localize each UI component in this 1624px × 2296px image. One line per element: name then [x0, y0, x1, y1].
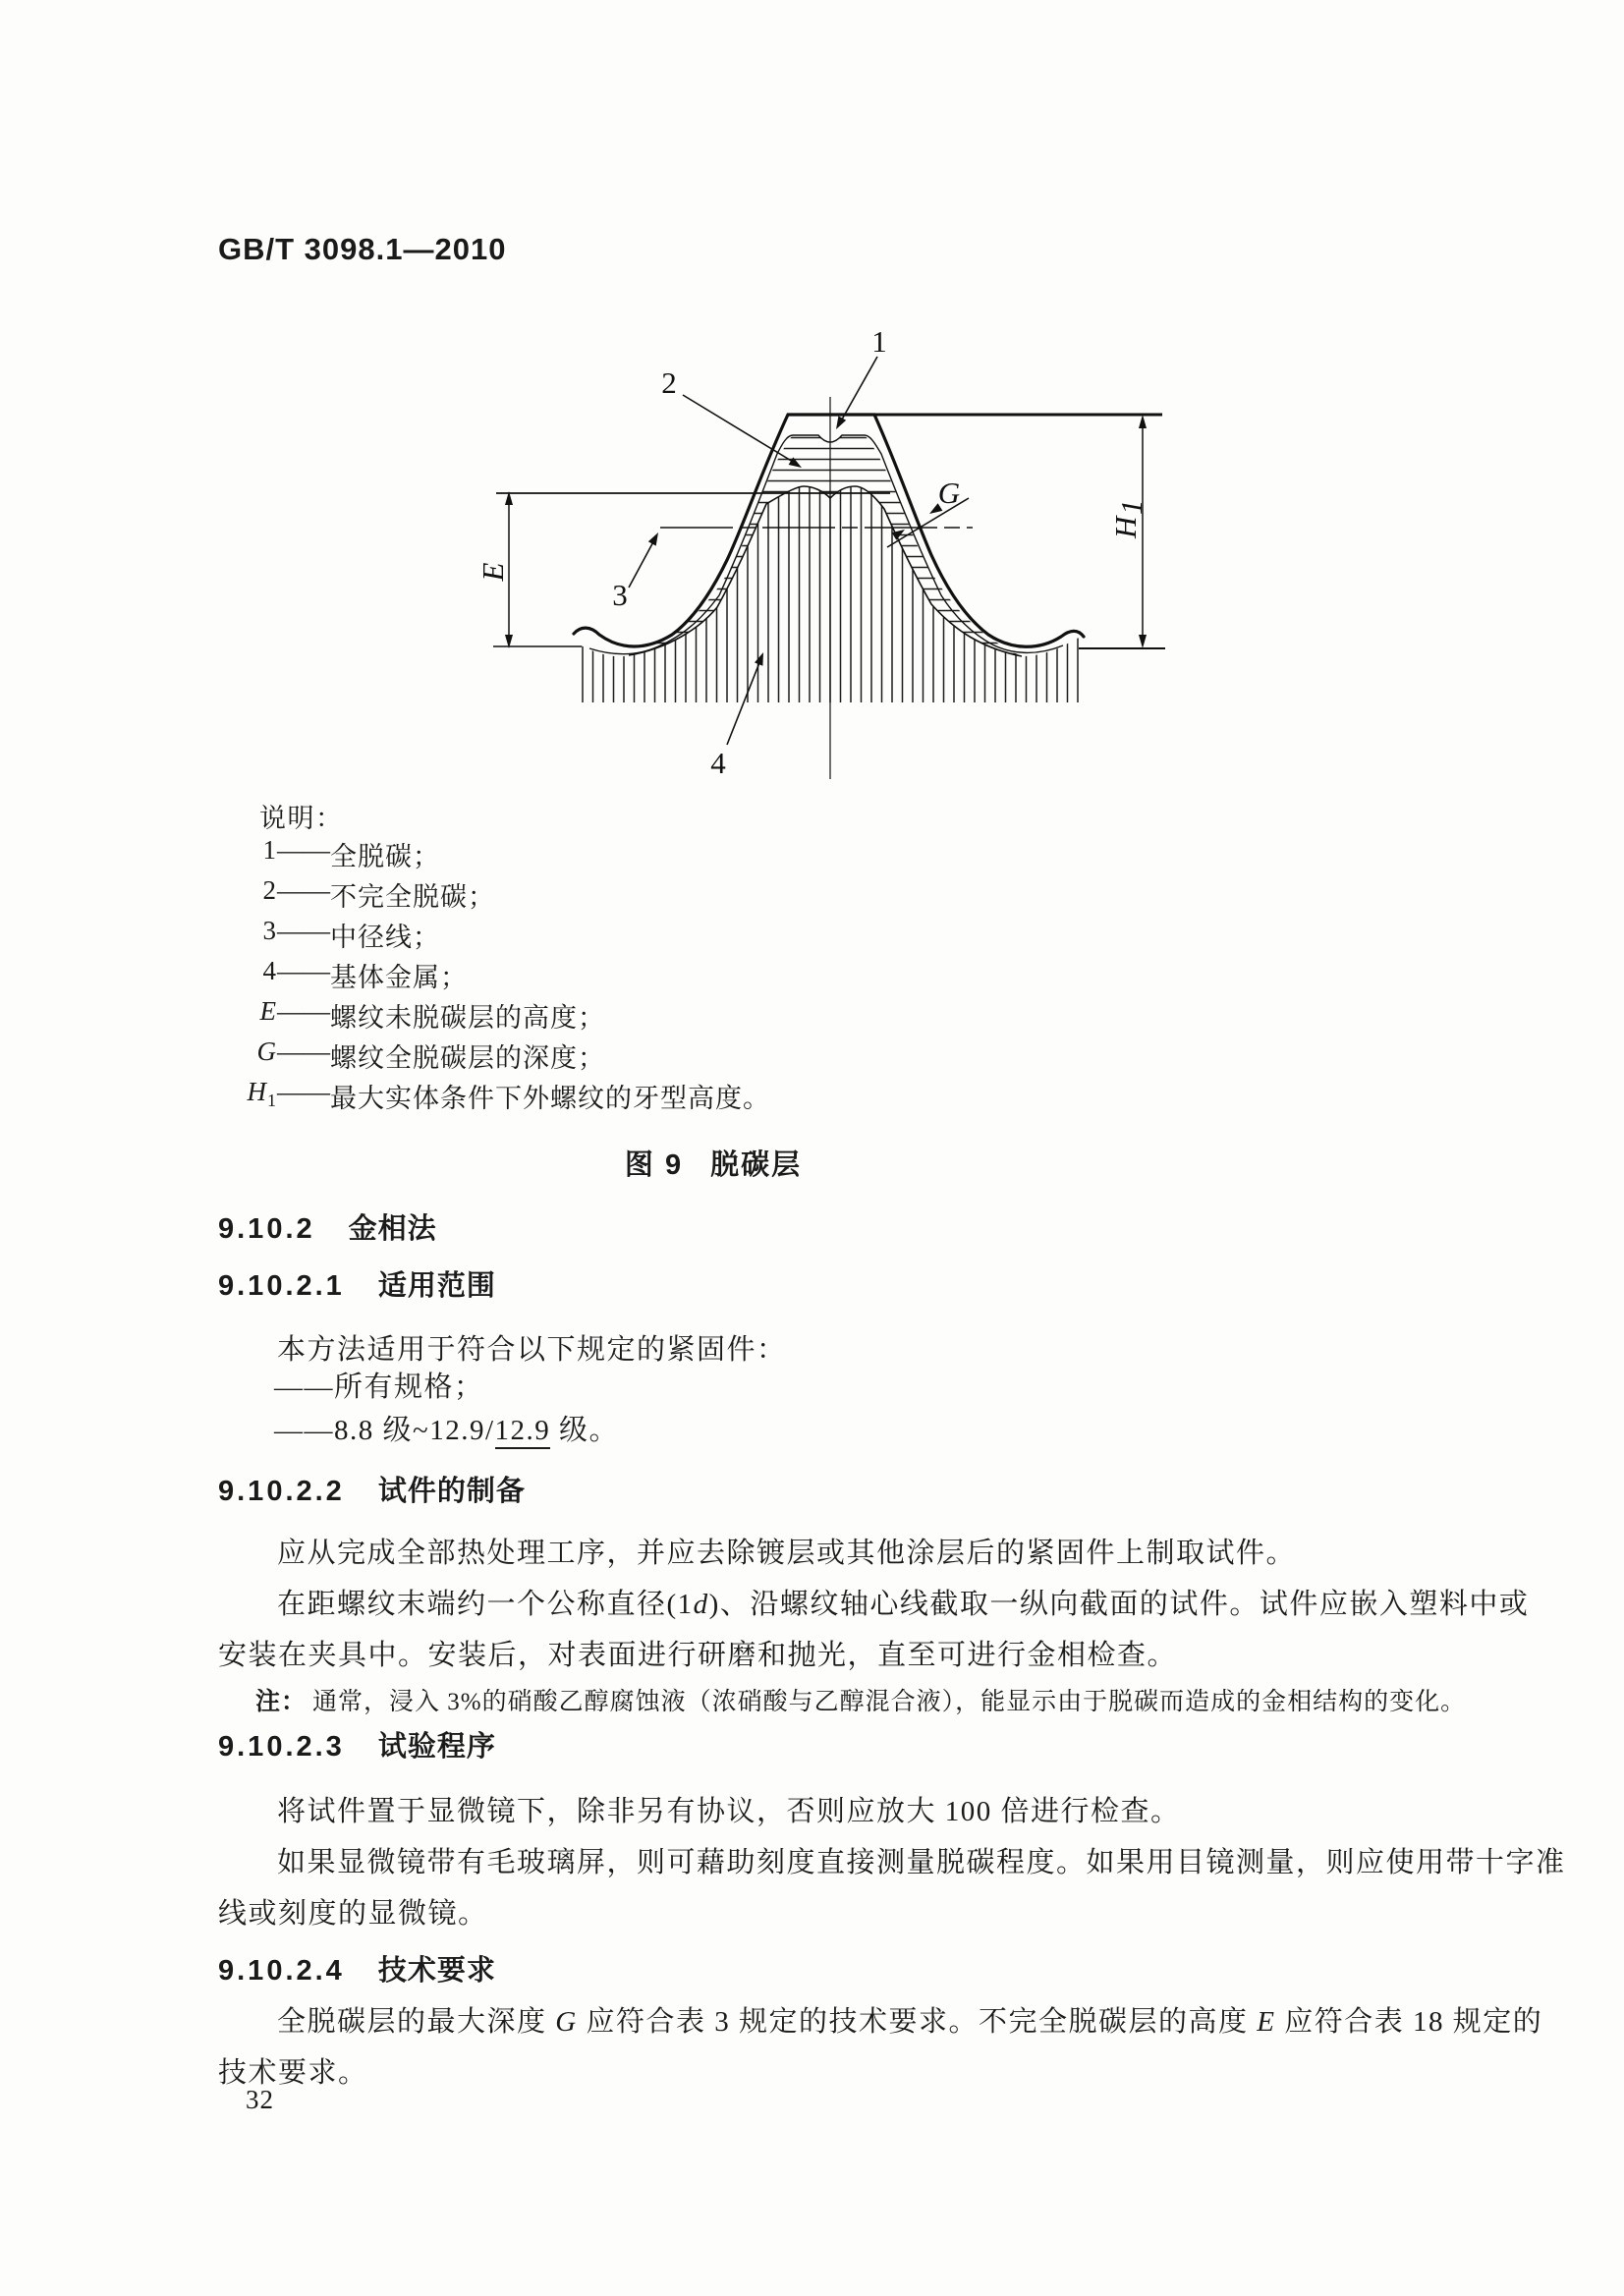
legend-description: 最大实体条件下外螺纹的牙型高度。: [330, 1084, 770, 1113]
svg-text:1: 1: [1114, 499, 1148, 515]
legend-item-1: [222, 835, 440, 874]
legend-term-symbol: G: [256, 1036, 277, 1066]
paragraph: 线或刻度的显微镜。: [218, 1898, 488, 1930]
legend-term-number: 2: [262, 875, 277, 905]
note-text: 通常，浸入 3%的硝酸乙醇腐蚀液（浓硝酸与乙醇混合液），能显示由于脱碳而造成的金相结构的变化。: [312, 1689, 1467, 1715]
paragraph-text: 应符合表 18 规定的: [1275, 2006, 1543, 2038]
paragraph: 技术要求。: [218, 2057, 368, 2089]
section-number: 9.10.2.3: [218, 1731, 345, 1763]
legend-item-2: [222, 875, 495, 915]
section-heading-9-10-2-2: [218, 1469, 526, 1509]
legend-heading: 说明：: [259, 804, 344, 833]
label-3: 3: [612, 578, 628, 612]
legend-term-subscript: 1: [267, 1091, 277, 1110]
e-dimension-label: [476, 562, 510, 582]
label-2: 2: [661, 365, 677, 400]
section-title: 金相法: [348, 1213, 437, 1245]
legend-description: 螺纹全脱碳层的深度；: [330, 1043, 605, 1073]
legend-description: 螺纹未脱碳层的高度；: [330, 1003, 605, 1033]
leader-line-3: [629, 536, 656, 588]
page-number: 32: [246, 2085, 274, 2114]
paragraph-text: 应符合表 3 规定的技术要求。不完全脱碳层的高度: [577, 2006, 1258, 2038]
legend-item-g: [222, 1036, 605, 1076]
legend-item-e: [222, 996, 605, 1036]
paragraph: 安装在夹具中。安装后，对表面进行研磨和抛光，直至可进行金相检查。: [218, 1640, 1178, 1671]
section-heading-9-10-2: [218, 1206, 437, 1247]
legend-description: 中径线；: [330, 923, 440, 952]
leader-arrow-1: [836, 416, 846, 429]
legend-term-symbol: H: [247, 1077, 267, 1106]
legend-description: 基体金属；: [330, 963, 468, 992]
section-title: 试件的制备: [377, 1476, 526, 1507]
paragraph: 将试件置于显微镜下，除非另有协议，否则应放大 100 倍进行检查。: [277, 1796, 1181, 1827]
legend-dash: ——: [277, 1077, 330, 1106]
legend-dash: ——: [277, 875, 330, 905]
section-number: 9.10.2.2: [218, 1476, 345, 1507]
section-number: 9.10.2.1: [218, 1270, 345, 1302]
paragraph-text: 在距螺纹末端约一个公称直径(1: [277, 1589, 694, 1620]
section-heading-9-10-2-1: [218, 1263, 496, 1304]
paragraph: [277, 1999, 1542, 2040]
list-item: ——所有规格；: [274, 1372, 484, 1403]
section-title: 适用范围: [377, 1270, 496, 1302]
paragraph: [277, 1582, 1529, 1622]
variable-e: E: [1257, 2006, 1276, 2038]
label-4: 4: [710, 746, 726, 780]
list-item: [274, 1408, 619, 1448]
legend-term-number: 4: [262, 956, 277, 985]
section-number: 9.10.2.4: [218, 1955, 345, 1987]
paragraph: 本方法适用于符合以下规定的紧固件：: [277, 1334, 787, 1366]
section-title: 试验程序: [377, 1731, 496, 1763]
note: [255, 1682, 1466, 1717]
underlined-grade: 12.9: [495, 1415, 551, 1449]
standard-header: GB/T 3098.1—2010: [218, 232, 507, 266]
leader-arrow-3: [648, 532, 658, 546]
legend-dash: ——: [277, 996, 330, 1026]
legend-term-number: 1: [262, 835, 277, 865]
paragraph: 应从完成全部热处理工序，并应去除镀层或其他涂层后的紧固件上制取试件。: [277, 1538, 1297, 1569]
variable-g: G: [555, 2006, 578, 2038]
h1-arrow-down: [1139, 635, 1147, 648]
legend-dash: ——: [277, 835, 330, 865]
paragraph-text: 全脱碳层的最大深度: [277, 2006, 556, 2038]
legend-description: 全脱碳；: [330, 842, 440, 871]
h1-dimension-label: [1108, 500, 1148, 540]
section-number: 9.10.2: [218, 1213, 315, 1245]
legend-term-number: 3: [262, 916, 277, 945]
legend-dash: ——: [277, 956, 330, 985]
paragraph-text: )、沿螺纹轴心线截取一纵向截面的试件。试件应嵌入塑料中或: [708, 1589, 1530, 1620]
list-item-text: 级。: [550, 1415, 620, 1446]
figure-caption: [324, 1143, 1102, 1183]
legend-item-3: [222, 916, 440, 955]
figure9-thread-decarburization-diagram: [324, 226, 1218, 796]
section-title: 技术要求: [377, 1955, 496, 1987]
legend-description: 不完全脱碳；: [330, 882, 495, 912]
legend-term-symbol: E: [259, 996, 277, 1026]
paragraph: 如果显微镜带有毛玻璃屏，则可藉助刻度直接测量脱碳程度。如果用目镜测量，则应使用带十字准: [277, 1847, 1566, 1878]
figure-caption-number: 图 9: [624, 1149, 684, 1181]
figure-caption-title: 脱碳层: [710, 1149, 803, 1181]
legend-item-4: [222, 956, 468, 995]
h1-arrow-up: [1139, 415, 1147, 428]
label-1: 1: [871, 324, 887, 359]
section-heading-9-10-2-4: [218, 1948, 496, 1988]
note-label: 注：: [255, 1688, 308, 1715]
variable-d: d: [693, 1589, 709, 1620]
legend-item-h1: [222, 1077, 770, 1116]
legend-dash: ——: [277, 916, 330, 945]
legend-dash: ——: [277, 1036, 330, 1066]
svg-text:E: E: [476, 562, 510, 582]
svg-text:H: H: [1108, 516, 1143, 538]
list-item-text: ——8.8 级~12.9/: [274, 1415, 495, 1446]
label-g: G: [937, 476, 961, 510]
section-heading-9-10-2-3: [218, 1724, 496, 1764]
